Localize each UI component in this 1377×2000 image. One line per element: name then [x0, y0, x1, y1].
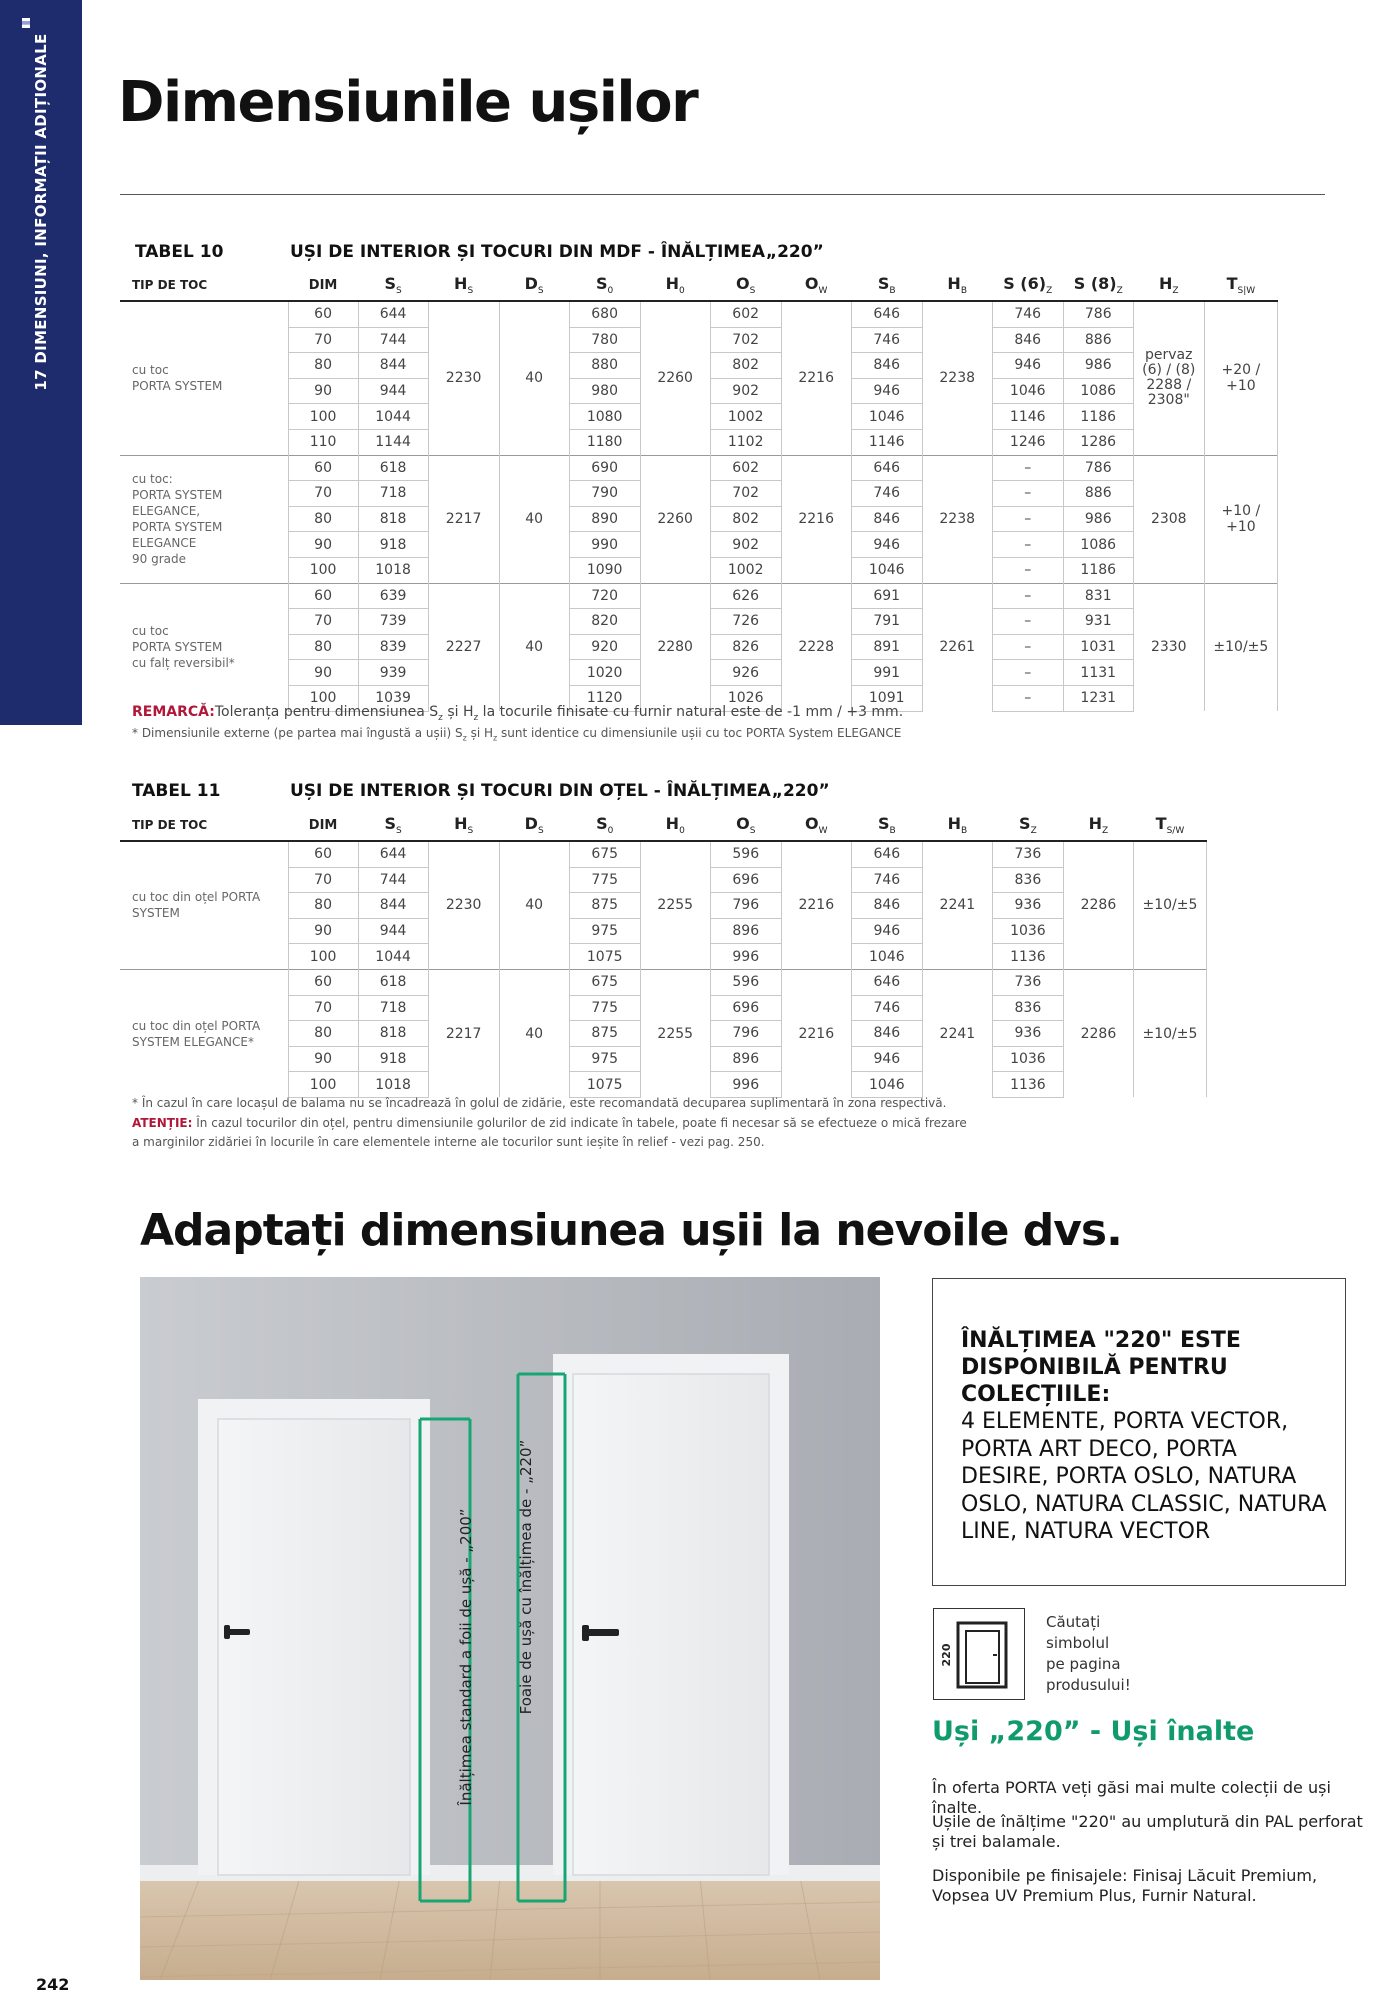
- cell-h0: 2260: [640, 301, 710, 455]
- cell-sz6: –: [992, 455, 1063, 481]
- table11-attention-cont: a marginilor zidăriei în locurile în care elementele interne ale tocurilor sunt ieșite în relief - vezi pag. 250.: [132, 1135, 765, 1149]
- cell-sb: 946: [851, 532, 922, 558]
- table11-header-cell: $T_{S/W}$: [1155, 813, 1185, 837]
- cell-ss: 639: [358, 583, 428, 609]
- cell-sz8: 1086: [1063, 378, 1133, 404]
- cell-s0: 890: [569, 506, 640, 532]
- collections-box-title: ÎNĂLȚIMEA "220" ESTE DISPONIBILĂ PENTRU COLECȚIILE:: [961, 1328, 1241, 1407]
- cell-os: 902: [710, 532, 781, 558]
- cell-sb: 846: [851, 1021, 922, 1047]
- cell-s0: 1090: [569, 557, 640, 583]
- cell-ss: 1044: [358, 944, 428, 970]
- cell-sb: 746: [851, 327, 922, 353]
- table11-header-cell: $S_S$: [384, 813, 402, 837]
- cell-ds: 40: [499, 583, 569, 711]
- cell-sz8: 1086: [1063, 532, 1133, 558]
- cell-hs: 2217: [428, 969, 499, 1097]
- table11-header-cell: $S_B$: [877, 813, 896, 837]
- table11-caption: UȘI DE INTERIOR ȘI TOCURI DIN OȚEL - ÎNĂLȚIMEA„220”: [290, 781, 830, 801]
- cell-ow: 2216: [781, 969, 851, 1097]
- cell-s0: 1180: [569, 429, 640, 455]
- doors-photo: [140, 1277, 880, 1980]
- title-divider: [120, 194, 1325, 195]
- cell-ss: 644: [358, 301, 428, 327]
- cell-hz: 2286: [1063, 841, 1133, 969]
- table-row: [120, 583, 1278, 609]
- cell-os: 702: [710, 481, 781, 507]
- cell-sb: 746: [851, 867, 922, 893]
- cell-ss: 618: [358, 969, 428, 995]
- cell-ds: 40: [499, 301, 569, 455]
- cell-sz6: 946: [992, 353, 1063, 379]
- cell-sz8: 886: [1063, 481, 1133, 507]
- cell-s0: 975: [569, 918, 640, 944]
- cell-s0: 1080: [569, 404, 640, 430]
- table-row: [120, 301, 1278, 327]
- label-standard-height: Înălțimea standard a foii de ușă - „200”: [457, 1508, 475, 1806]
- table10-header-cell: $H_0$: [665, 273, 685, 297]
- cell-sb: 1091: [851, 685, 922, 711]
- paragraph-finishes: Disponibile pe finisajele: Finisaj Lăcuit Premium, Vopsea UV Premium Plus, Furnir Natural.: [932, 1866, 1318, 1905]
- cell-hs: 2217: [428, 455, 499, 583]
- cell-dim: 70: [288, 995, 358, 1021]
- table10-header-cell: $S_S$: [384, 273, 402, 297]
- cell-hb: 2238: [922, 301, 992, 455]
- cell-dim: 90: [288, 532, 358, 558]
- cell-tsw: +20 / +10: [1204, 301, 1277, 455]
- paragraph-offer: În oferta PORTA veți găsi mai multe colecții de uși înalte.: [932, 1778, 1331, 1817]
- cell-dim: 80: [288, 353, 358, 379]
- cell-dim: 80: [288, 634, 358, 660]
- frame-type-cell: cu toc: PORTA SYSTEM ELEGANCE, PORTA SYSTEM ELEGANCE 90 grade: [120, 455, 288, 583]
- cell-ss: 944: [358, 378, 428, 404]
- cell-os: 896: [710, 1046, 781, 1072]
- cell-os: 1002: [710, 557, 781, 583]
- frame-type-cell: cu toc PORTA SYSTEM cu falț reversibil*: [120, 583, 288, 711]
- cell-sz8: 786: [1063, 301, 1133, 327]
- cell-ss: 818: [358, 506, 428, 532]
- cell-ow: 2228: [781, 583, 851, 711]
- cell-ds: 40: [499, 455, 569, 583]
- cell-hs: 2230: [428, 301, 499, 455]
- cell-ss: 839: [358, 634, 428, 660]
- cell-s0: 880: [569, 353, 640, 379]
- table11-attention: ATENȚIE: În cazul tocurilor din oțel, pentru dimensiunile golurilor de zid indicate în tabele, poate fi necesar să se efectueze o mică frezare: [132, 1116, 967, 1130]
- cell-sz6: –: [992, 609, 1063, 635]
- cell-sz: 836: [992, 867, 1063, 893]
- cell-sz8: 1186: [1063, 404, 1133, 430]
- section-label-text: 17 DIMENSIUNI, INFORMAȚII ADIȚIONALE: [32, 33, 50, 391]
- cell-sz: 1136: [992, 1072, 1063, 1098]
- frame-type-cell: cu toc PORTA SYSTEM: [120, 301, 288, 455]
- cell-ds: 40: [499, 841, 569, 969]
- table10-header-cell: $S_B$: [877, 273, 896, 297]
- cell-sb: 746: [851, 995, 922, 1021]
- cell-ow: 2216: [781, 455, 851, 583]
- cell-ss: 744: [358, 867, 428, 893]
- cell-dim: 80: [288, 893, 358, 919]
- cell-sz8: 931: [1063, 609, 1133, 635]
- cell-sb: 791: [851, 609, 922, 635]
- cell-os: 702: [710, 327, 781, 353]
- cell-h0: 2260: [640, 455, 710, 583]
- cell-sz: 736: [992, 969, 1063, 995]
- table10-header-cell: $D_S$: [524, 273, 544, 297]
- cell-s0: 790: [569, 481, 640, 507]
- cell-sz6: 1146: [992, 404, 1063, 430]
- cell-dim: 100: [288, 557, 358, 583]
- cell-os: 826: [710, 634, 781, 660]
- cell-sz8: 986: [1063, 353, 1133, 379]
- table11-header-cell: DIM: [308, 817, 338, 833]
- adapt-heading: Adaptați dimensiunea ușii la nevoile dvs.: [140, 1205, 1122, 1256]
- cell-s0: 680: [569, 301, 640, 327]
- page-number: 242: [36, 1975, 70, 1994]
- cell-dim: 60: [288, 969, 358, 995]
- table10-header-cell: $O_W$: [804, 273, 828, 297]
- cell-ow: 2216: [781, 841, 851, 969]
- cell-sb: 1146: [851, 429, 922, 455]
- cell-ss: 1018: [358, 1072, 428, 1098]
- cell-os: 696: [710, 867, 781, 893]
- cell-sb: 691: [851, 583, 922, 609]
- cell-s0: 690: [569, 455, 640, 481]
- cell-s0: 775: [569, 867, 640, 893]
- cell-ss: 618: [358, 455, 428, 481]
- cell-os: 996: [710, 1072, 781, 1098]
- table-row: [120, 841, 1207, 867]
- table11-header-row: [120, 810, 1207, 841]
- cell-os: 696: [710, 995, 781, 1021]
- cell-sz: 736: [992, 841, 1063, 867]
- cell-ss: 718: [358, 481, 428, 507]
- cell-os: 996: [710, 944, 781, 970]
- cell-sz6: –: [992, 660, 1063, 686]
- cell-dim: 80: [288, 506, 358, 532]
- cell-sz6: –: [992, 583, 1063, 609]
- cell-hz: 2286: [1063, 969, 1133, 1097]
- cell-dim: 70: [288, 481, 358, 507]
- cell-sb: 946: [851, 378, 922, 404]
- table11-label: TABEL 11: [132, 781, 221, 801]
- frame-type-cell: cu toc din oțel PORTA SYSTEM: [120, 841, 288, 969]
- cell-sz8: 1186: [1063, 557, 1133, 583]
- cell-sb: 646: [851, 301, 922, 327]
- cell-sz: 1036: [992, 1046, 1063, 1072]
- cell-dim: 100: [288, 685, 358, 711]
- table10-header-cell: S $(8)_Z$: [1073, 273, 1123, 297]
- cell-hs: 2230: [428, 841, 499, 969]
- cell-dim: 90: [288, 660, 358, 686]
- cell-os: 596: [710, 969, 781, 995]
- table10-label: TABEL 10: [135, 242, 224, 262]
- cell-hb: 2261: [922, 583, 992, 711]
- cell-sb: 946: [851, 918, 922, 944]
- cell-hb: 2238: [922, 455, 992, 583]
- cell-os: 602: [710, 301, 781, 327]
- cell-sz6: –: [992, 506, 1063, 532]
- cell-sb: 891: [851, 634, 922, 660]
- cell-ss: 1044: [358, 404, 428, 430]
- cell-tsw: ±10/±5: [1204, 583, 1277, 711]
- cell-os: 802: [710, 353, 781, 379]
- cell-ss: 1039: [358, 685, 428, 711]
- table10-header-cell: TIP DE TOC: [132, 278, 208, 292]
- table11-header-cell: $S_Z$: [1019, 813, 1037, 837]
- cell-os: 602: [710, 455, 781, 481]
- table11-header-cell: $H_B$: [947, 813, 968, 837]
- cell-os: 1102: [710, 429, 781, 455]
- cell-sz: 836: [992, 995, 1063, 1021]
- cell-s0: 720: [569, 583, 640, 609]
- cell-s0: 780: [569, 327, 640, 353]
- table11-header-cell: $O_S$: [736, 813, 756, 837]
- cell-sz8: 1031: [1063, 634, 1133, 660]
- cell-sz6: –: [992, 634, 1063, 660]
- cell-sz8: 886: [1063, 327, 1133, 353]
- cell-dim: 60: [288, 301, 358, 327]
- table11-header-cell: $D_S$: [524, 813, 544, 837]
- table10-footnote: * Dimensiunile externe (pe partea mai îngustă a ușii) $S_z$ și $H_z$ sunt identice cu dimensiunile ușii cu toc PORTA System ELEGANCE: [132, 726, 902, 743]
- table10-header-cell: $H_S$: [454, 273, 474, 297]
- table-row: [120, 455, 1278, 481]
- cell-s0: 1120: [569, 685, 640, 711]
- cell-s0: 990: [569, 532, 640, 558]
- table10-header-row: [120, 270, 1278, 301]
- cell-os: 802: [710, 506, 781, 532]
- cell-dim: 110: [288, 429, 358, 455]
- symbol-hint: Căutați simbolul pe pagina produsului!: [1046, 1613, 1131, 1694]
- cell-dim: 100: [288, 944, 358, 970]
- cell-sb: 846: [851, 506, 922, 532]
- table11-header-cell: TIP DE TOC: [132, 818, 208, 832]
- cell-sz6: 1046: [992, 378, 1063, 404]
- cell-sb: 846: [851, 353, 922, 379]
- table11-header-cell: $H_S$: [454, 813, 474, 837]
- cell-os: 1002: [710, 404, 781, 430]
- cell-hz: pervaz (6) / (8) 2288 / 2308": [1133, 301, 1204, 455]
- cell-sb: 1046: [851, 404, 922, 430]
- cell-dim: 60: [288, 583, 358, 609]
- cell-ss: 1144: [358, 429, 428, 455]
- cell-hs: 2227: [428, 583, 499, 711]
- cell-s0: 1075: [569, 944, 640, 970]
- cell-sz8: 986: [1063, 506, 1133, 532]
- cell-sz: 1136: [992, 944, 1063, 970]
- cell-sz8: 1286: [1063, 429, 1133, 455]
- cell-ss: 944: [358, 918, 428, 944]
- cell-sz8: 831: [1063, 583, 1133, 609]
- page-title: Dimensiunile ușilor: [118, 70, 698, 135]
- cell-h0: 2255: [640, 969, 710, 1097]
- cell-dim: 90: [288, 378, 358, 404]
- collections-box: [932, 1278, 1346, 1586]
- cell-sz6: –: [992, 532, 1063, 558]
- cell-s0: 875: [569, 893, 640, 919]
- cell-tsw: +10 / +10: [1204, 455, 1277, 583]
- table11: [120, 810, 1207, 1098]
- symbol-label: 220: [940, 1643, 953, 1667]
- cell-sz6: 1246: [992, 429, 1063, 455]
- cell-dim: 70: [288, 327, 358, 353]
- paragraph-filling: Ușile de înălțime "220" au umplutură din PAL perforat și trei balamale.: [932, 1812, 1363, 1851]
- table11-header-cell: $O_W$: [805, 813, 828, 837]
- cell-s0: 920: [569, 634, 640, 660]
- cell-dim: 80: [288, 1021, 358, 1047]
- cell-os: 726: [710, 609, 781, 635]
- cell-ss: 939: [358, 660, 428, 686]
- cell-os: 626: [710, 583, 781, 609]
- cell-dim: 100: [288, 404, 358, 430]
- cell-ss: 918: [358, 1046, 428, 1072]
- collections-list: 4 ELEMENTE, PORTA VECTOR, PORTA ART DECO, PORTA DESIRE, PORTA OSLO, NATURA OSLO, NATURA CLASSIC, NATURA LINE, NATURA VECTOR: [961, 1409, 1327, 1544]
- cell-ss: 844: [358, 893, 428, 919]
- cell-ss: 918: [358, 532, 428, 558]
- cell-ss: 744: [358, 327, 428, 353]
- cell-os: 596: [710, 841, 781, 867]
- cell-sz8: 1131: [1063, 660, 1133, 686]
- cell-sb: 746: [851, 481, 922, 507]
- table10-header-cell: $H_B$: [947, 273, 967, 297]
- cell-dim: 90: [288, 1046, 358, 1072]
- table10-header-cell: $O_S$: [736, 273, 756, 297]
- cell-hb: 2241: [922, 841, 992, 969]
- table11-header-cell: $H_Z$: [1088, 813, 1109, 837]
- cell-s0: 875: [569, 1021, 640, 1047]
- cell-ss: 844: [358, 353, 428, 379]
- cell-sb: 646: [851, 455, 922, 481]
- cell-sb: 1046: [851, 1072, 922, 1098]
- cell-dim: 90: [288, 918, 358, 944]
- table10-header-cell: $H_Z$: [1158, 273, 1179, 297]
- cell-os: 902: [710, 378, 781, 404]
- cell-s0: 975: [569, 1046, 640, 1072]
- table10-header-cell: DIM: [308, 277, 338, 293]
- cell-hz: 2308: [1133, 455, 1204, 583]
- tall-doors-heading: Uși „220” - Uși înalte: [932, 1716, 1255, 1747]
- cell-ss: 739: [358, 609, 428, 635]
- cell-ss: 718: [358, 995, 428, 1021]
- table11-footnote: * În cazul în care locașul de balama nu se încadrează în golul de zidărie, este recomandată decuparea suplimentară în zona respectivă.: [132, 1096, 947, 1110]
- cell-s0: 675: [569, 841, 640, 867]
- cell-dim: 100: [288, 1072, 358, 1098]
- cell-sb: 1046: [851, 557, 922, 583]
- cell-os: 896: [710, 918, 781, 944]
- table11-header-cell: $H_0$: [665, 813, 685, 837]
- cell-sz6: –: [992, 481, 1063, 507]
- cell-sz6: –: [992, 685, 1063, 711]
- table10-remark: REMARCĂ:Toleranța pentru dimensiunea $S_z$ și $H_z$ la tocurile finisate cu furnir natural este de -1 mm / +3 mm.: [132, 704, 904, 723]
- table-row: [120, 969, 1207, 995]
- cell-sz6: 746: [992, 301, 1063, 327]
- section-label: [0, 0, 82, 725]
- cell-sb: 846: [851, 893, 922, 919]
- cell-ds: 40: [499, 969, 569, 1097]
- cell-s0: 1020: [569, 660, 640, 686]
- cell-os: 796: [710, 893, 781, 919]
- cell-sz6: 846: [992, 327, 1063, 353]
- cell-sb: 991: [851, 660, 922, 686]
- cell-ss: 818: [358, 1021, 428, 1047]
- cell-sb: 1046: [851, 944, 922, 970]
- cell-sz6: –: [992, 557, 1063, 583]
- cell-hz: 2330: [1133, 583, 1204, 711]
- cell-tsw: ±10/±5: [1133, 969, 1206, 1097]
- cell-s0: 980: [569, 378, 640, 404]
- cell-sb: 646: [851, 969, 922, 995]
- table10: [120, 270, 1278, 712]
- cell-dim: 70: [288, 867, 358, 893]
- cell-dim: 70: [288, 609, 358, 635]
- table10-caption: UȘI DE INTERIOR ȘI TOCURI DIN MDF - ÎNĂLȚIMEA„220”: [290, 242, 824, 262]
- label-tall-height: Foaie de ușă cu înălțimea de - „220”: [517, 1439, 535, 1715]
- table11-header-cell: $S_0$: [596, 813, 614, 837]
- cell-ss: 644: [358, 841, 428, 867]
- cell-h0: 2255: [640, 841, 710, 969]
- table10-header-cell: S $(6)_Z$: [1003, 273, 1053, 297]
- cell-s0: 820: [569, 609, 640, 635]
- cell-h0: 2280: [640, 583, 710, 711]
- cell-sz: 936: [992, 1021, 1063, 1047]
- cell-sz8: 786: [1063, 455, 1133, 481]
- door-220-symbol-icon: [933, 1608, 1025, 1700]
- cell-os: 926: [710, 660, 781, 686]
- frame-type-cell: cu toc din oțel PORTA SYSTEM ELEGANCE*: [120, 969, 288, 1097]
- cell-tsw: ±10/±5: [1133, 841, 1206, 969]
- cell-hb: 2241: [922, 969, 992, 1097]
- cell-s0: 1075: [569, 1072, 640, 1098]
- cell-os: 796: [710, 1021, 781, 1047]
- cell-dim: 60: [288, 841, 358, 867]
- cell-sz: 1036: [992, 918, 1063, 944]
- cell-dim: 60: [288, 455, 358, 481]
- table10-header-cell: $S_0$: [596, 273, 614, 297]
- cell-os: 1026: [710, 685, 781, 711]
- cell-s0: 675: [569, 969, 640, 995]
- table10-header-cell: $T_{S|W}$: [1226, 273, 1256, 297]
- cell-s0: 775: [569, 995, 640, 1021]
- cell-sz: 936: [992, 893, 1063, 919]
- cell-sb: 646: [851, 841, 922, 867]
- cell-ss: 1018: [358, 557, 428, 583]
- cell-sb: 946: [851, 1046, 922, 1072]
- doors-illustration: [140, 1277, 880, 1980]
- cell-ow: 2216: [781, 301, 851, 455]
- cell-sz8: 1231: [1063, 685, 1133, 711]
